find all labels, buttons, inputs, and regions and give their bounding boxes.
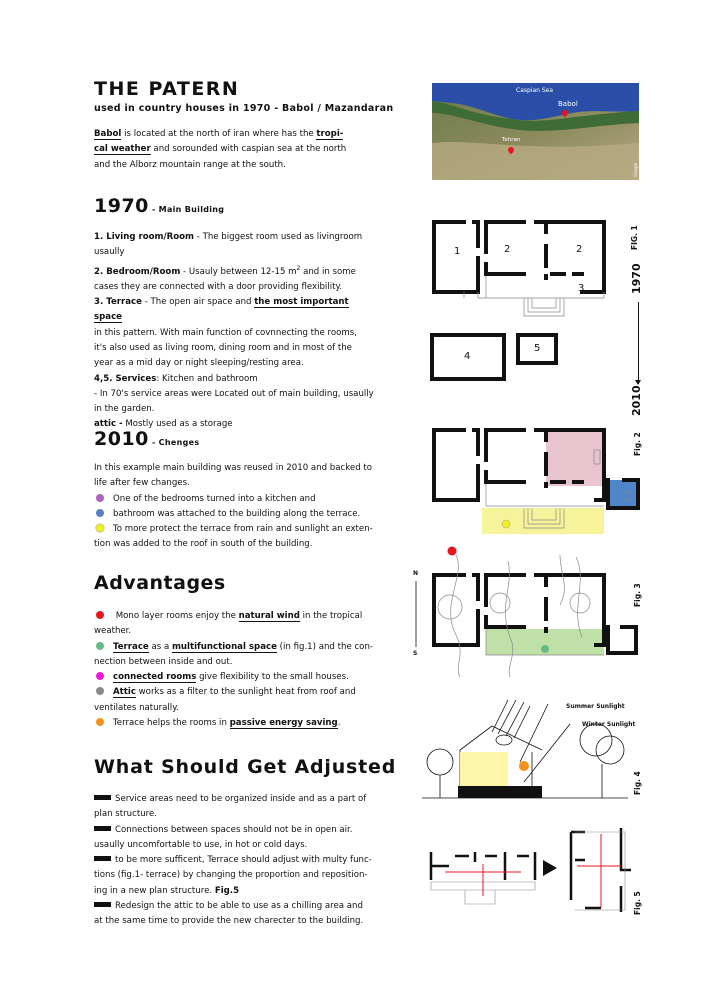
adjust-list: Service areas need to be organized inside and as a part of plan structure. Connections between spaces should not be in open air. usaully uncomfortable to use, in hot or cold days. to be more sufficent, Terrace should adjust with multy func- tions (fig.1- terrace) by changing the proportion and reposition- ing in a new plan structure. Fig.5 Redesign the attic to be able to use as a chilling area and at the same time to provide the new charecter to the building. <box>94 794 372 927</box>
section-1970-list: 1. Living room/Room - The biggest room used as livingroom usaully 2. Bedroom/Room - Usauly between 12-15 $m^2$ and in some cases they are connected with a door providing flexibility. 3. Terrace - The open air space and the most important space in this pattern. With main function of covnnecting the rooms, it's also used as living room, dining room and in most of the year as a mid day or night sleeping/resting area. 4,5. Services: Kitchen and bathroom - In 70's service areas were Located out of main building, usaully in the garden. attic - Mostly used as a storage <box>94 232 374 430</box>
section-2010-text: In this example main building was reused in 2010 and backed to life after few changes. One of the bedrooms turned into a kitchen and bathroom was attached to the building along the terrace. To more protect the terrace from rain and sunlight an exten- tion was added to the roof in south of the building. <box>94 463 373 550</box>
intro-paragraph: Babol is located at the north of iran where has the tropi- cal weather and sorounded with caspian sea at the north and the Alborz mountain range at the south. <box>94 129 347 170</box>
fig4-label: Fig. 4 <box>633 771 642 795</box>
bullet-bar-icon <box>94 795 111 800</box>
year-1970-label: 1970 <box>630 263 643 294</box>
bullet-bar-icon <box>94 856 111 861</box>
map-credit: Google <box>633 162 638 177</box>
compass-south: S <box>413 650 418 657</box>
green-dot-icon <box>96 642 104 650</box>
service-room-4: 4 <box>430 333 506 381</box>
bullet-bar-icon <box>94 826 111 831</box>
fig3-plan <box>410 545 640 685</box>
room-label-2a: 2 <box>504 244 511 255</box>
fig5-label: Fig. 5 <box>633 891 642 915</box>
map-city-tehran: Tehran <box>502 137 521 143</box>
winter-sunlight-label: Winter Sunlight <box>582 721 636 728</box>
yellow-dot-icon <box>96 524 104 532</box>
bullet-bar-icon <box>94 902 111 907</box>
fig1-label: FIG. 1 <box>630 225 639 250</box>
map-city-babol: Babol <box>558 100 578 108</box>
compass-north: N <box>413 570 419 577</box>
fig1-plan <box>424 212 614 332</box>
room-label-1: 1 <box>454 246 461 257</box>
fig4-section <box>420 700 636 810</box>
fig3-label: Fig. 3 <box>633 583 642 607</box>
magenta-dot-icon <box>96 672 104 680</box>
timeline-line <box>638 302 639 384</box>
fig2-label: Fig. 2 <box>633 432 642 456</box>
satellite-map <box>432 83 639 180</box>
fig5-plans <box>425 820 635 920</box>
orange-dot-icon <box>96 718 104 726</box>
section-1970-title: 1970 - Main Building <box>94 195 225 217</box>
summer-sunlight-label: Summer Sunlight <box>566 703 625 710</box>
adjust-title: What Should Get Adjusted <box>94 756 397 778</box>
advantages-title: Advantages <box>94 572 226 594</box>
page-subtitle: used in country houses in 1970 - Babol / Mazandaran <box>94 103 394 114</box>
map-sea-label: Caspian Sea <box>516 87 554 94</box>
service-room-5: 5 <box>516 333 558 365</box>
room-label-3: 3 <box>578 283 585 294</box>
advantages-list: Mono layer rooms enjoy the natural wind in the tropical weather. Terrace as a multifunctional space (in fig.1) and the con- nection between inside and out. connected rooms give flexibility to the small houses. Attic works as a filter to the sunlight heat from roof and ventilates naturally. Terrace helps the rooms in passive energy saving. <box>94 611 373 729</box>
purple-dot-icon <box>96 494 104 502</box>
blue-dot-icon <box>96 509 104 517</box>
page-title: THE PATERN <box>94 78 240 100</box>
section-2010-title: 2010 - Chenges <box>94 428 200 450</box>
year-2010-label: 2010 <box>630 385 643 416</box>
room-label-2b: 2 <box>576 244 583 255</box>
grey-dot-icon <box>96 687 104 695</box>
red-dot-icon <box>96 611 104 619</box>
fig2-plan <box>424 420 642 540</box>
